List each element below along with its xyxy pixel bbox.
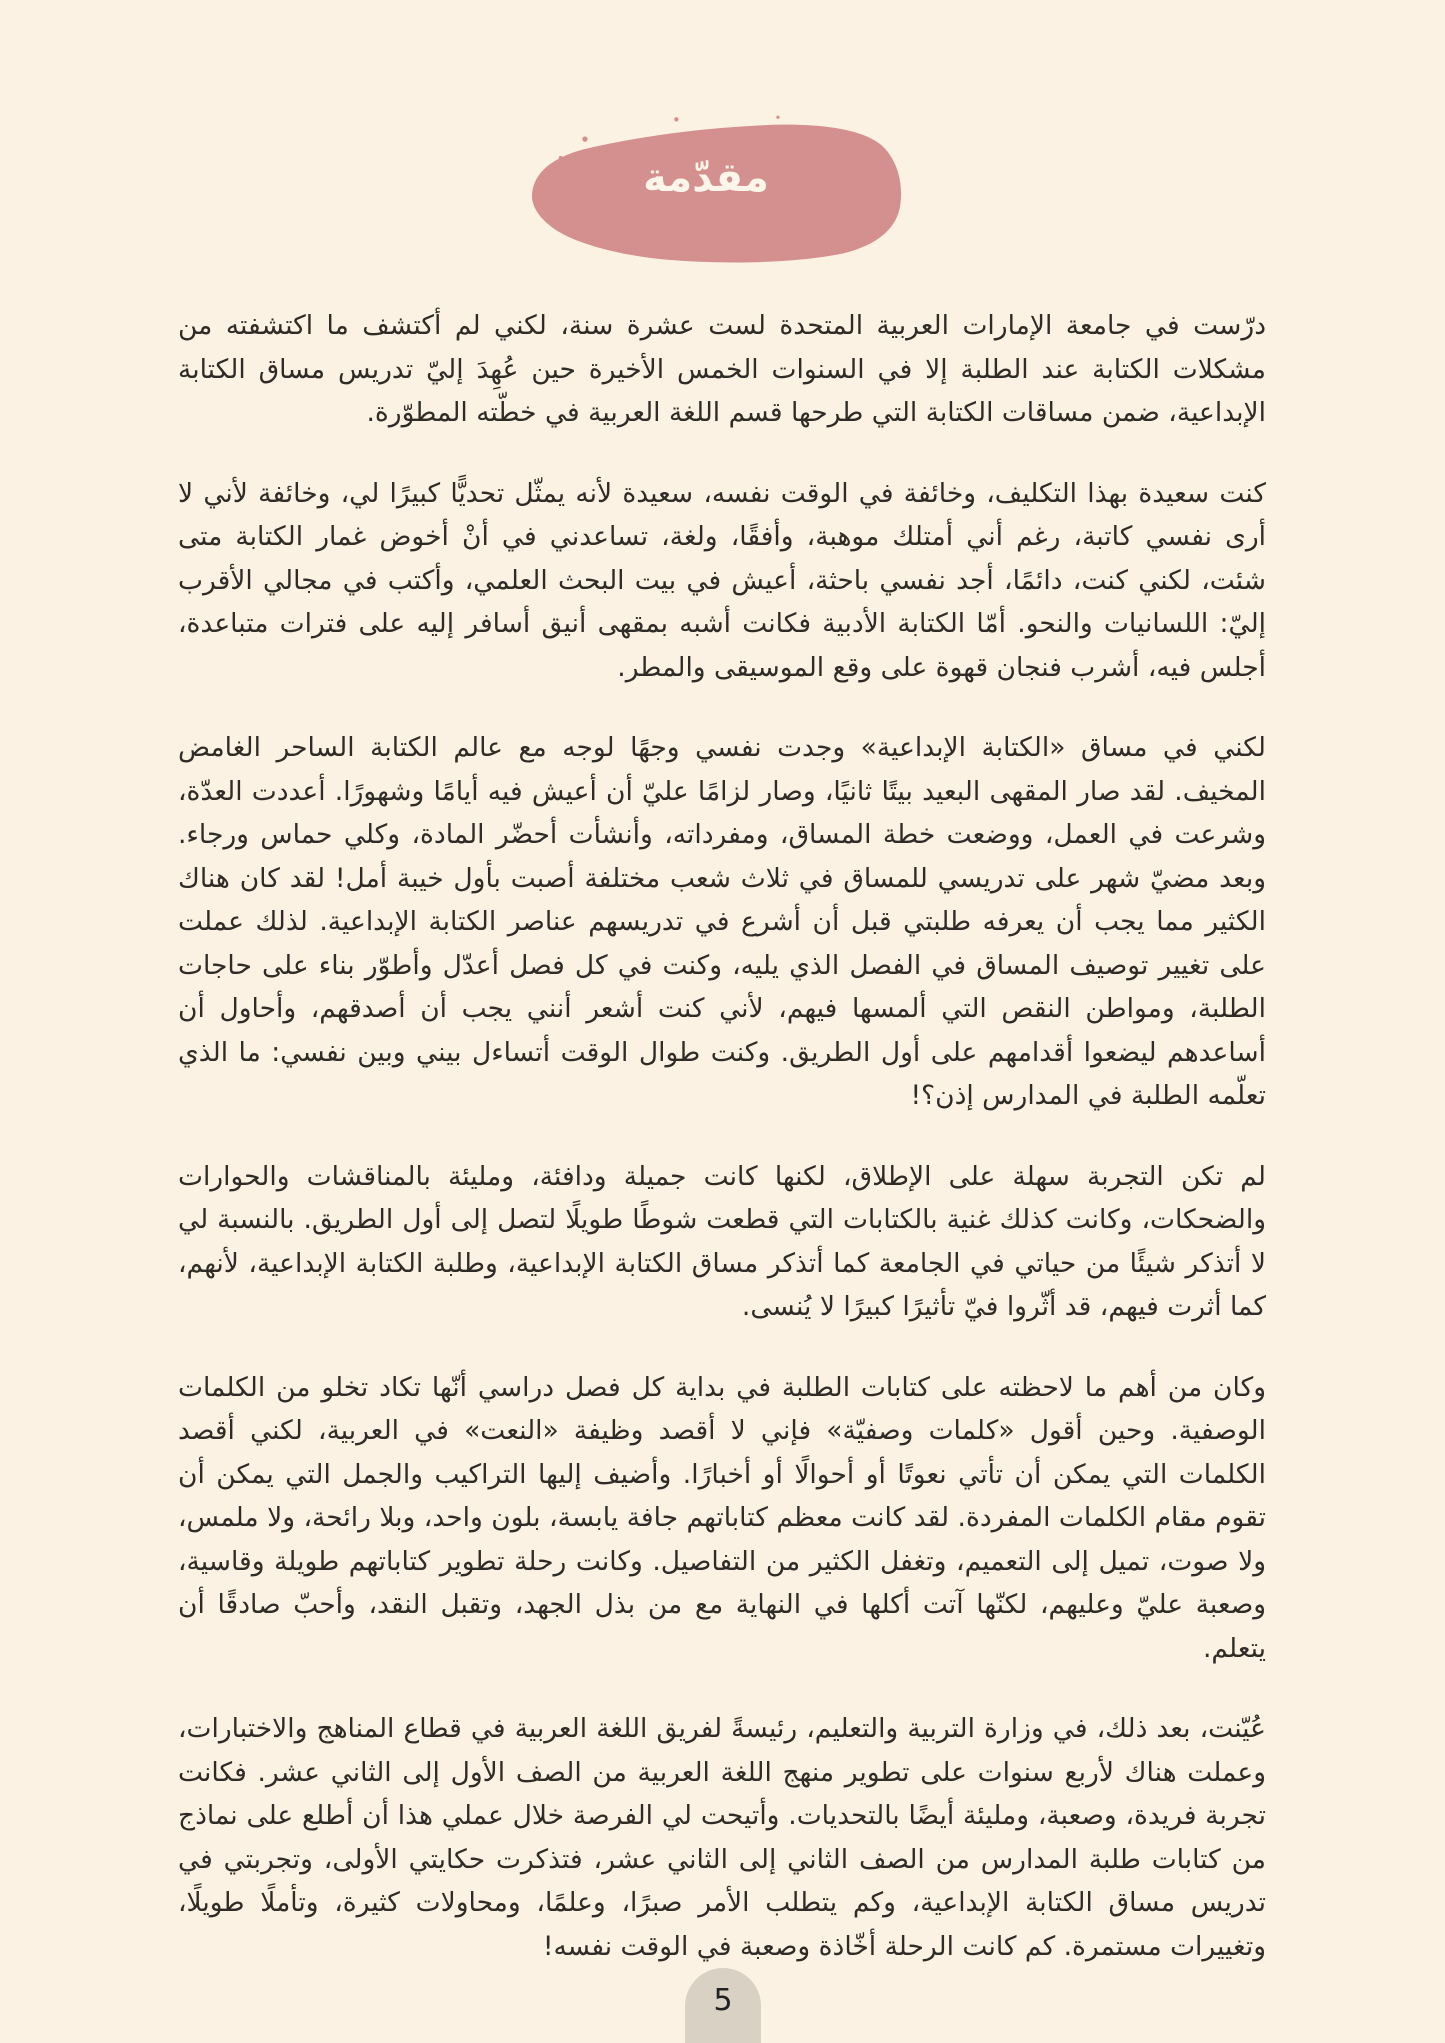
page-number-tab [685,1968,761,2043]
paragraph: وكان من أهم ما لاحظته على كتابات الطلبة في بداية كل فصل دراسي أنّها تكاد تخلو من الكلمات الوصفية. وحين أقول «كلمات وصفيّة» فإني لا أقصد وظيفة «النعت» في العربية، لكني أقصد الكلمات التي يمكن أن تأتي نعوتًا أو أحوالًا أو أخبارًا. وأضيف إليها التراكيب والجمل التي يمكن أن تقوم مقام الكلمات المفردة. لقد كانت معظم كتاباتهم جافة يابسة، بلون واحد، وبلا رائحة، ولا ملمس، ولا صوت، تميل إلى التعميم، وتغفل الكثير من التفاصيل. وكانت رحلة تطوير كتاباتهم طويلة وقاسية، وصعبة عليّ وعليهم، لكنّها آتت أكلها في النهاية مع من بذل الجهد، وتقبل النقد، وأحبّ صادقًا أن يتعلم. [178,1371,1266,1664]
chapter-title-area [524,112,910,268]
paragraph: كنت سعيدة بهذا التكليف، وخائفة في الوقت نفسه، سعيدة لأنه يمثّل تحديًّا كبيرًا لي، وخائفة لأني لا أرى نفسي كاتبة، رغم أني أمتلك موهبة، وأفقًا، ولغة، تساعدني في أنْ أخوض غمار الكتابة متى شئت، لكني كنت، دائمًا، أجد نفسي باحثة، أعيش في بيت البحث العلمي، وأكتب في مجالي الأقرب إليّ: اللسانيات والنحو. أمّا الكتابة الأدبية فكانت أشبه بمقهى أنيق أسافر إليه على فترات متباعدة، أجلس فيه، أشرب فنجان قهوة على وقع الموسيقى والمطر. [178,477,1266,683]
chapter-title: مقدّمة [643,155,769,201]
paragraph: لم تكن التجربة سهلة على الإطلاق، لكنها كانت جميلة ودافئة، ومليئة بالمناقشات والحوارات والضحكات، وكانت كذلك غنية بالكتابات التي قطعت شوطًا طويلًا لتصل إلى أول الطريق. بالنسبة لي لا أتذكر شيئًا من حياتي في الجامعة كما أتذكر مساق الكتابة الإبداعية، وطلبة الكتابة الإبداعية، لأنهم، كما أثرت فيهم، قد أثّروا فيّ تأثيرًا كبيرًا لا يُنسى. [178,1160,1266,1322]
paragraph: لكني في مساق «الكتابة الإبداعية» وجدت نفسي وجهًا لوجه مع عالم الكتابة الساحر الغامض المخيف. لقد صار المقهى البعيد بيتًا ثانيًا، وصار لزامًا عليّ أن أعيش فيه أيامًا وشهورًا. أعددت العدّة، وشرعت في العمل، ووضعت خطة المساق، ومفرداته، وأنشأت أحضّر المادة، وكلي حماس ورجاء. وبعد مضيّ شهر على تدريسي للمساق في ثلاث شعب مختلفة أصبت بأول خيبة أمل! لقد كان هناك الكثير مما يجب أن يعرفه طلبتي قبل أن أشرع في تدريسهم عناصر الكتابة الإبداعية. لذلك عملت على تغيير توصيف المساق في الفصل الذي يليه، وكنت في كل فصل أعدّل وأطوّر بناء على حاجات الطلبة، ومواطن النقص التي ألمسها فيهم، لأني كنت أشعر أنني يجب أن أصدقهم، وأحاول أن أساعدهم ليضعوا أقدامهم على أول الطريق. وكنت طوال الوقت أتساءل بيني وبين نفسي: ما الذي تعلّمه الطلبة في المدارس إذن؟! [178,732,1266,1111]
paragraph: عُيّنت، بعد ذلك، في وزارة التربية والتعليم، رئيسةً لفريق اللغة العربية في قطاع المناهج والاختبارات، وعملت هناك لأربع سنوات على تطوير منهج اللغة العربية من الصف الأول إلى الثاني عشر. فكانت تجربة فريدة، وصعبة، ومليئة أيضًا بالتحديات. وأتيحت لي الفرصة خلال عملي هذا أن أطلع على نماذج من كتابات طلبة المدارس من الصف الثاني إلى الثاني عشر، فتذكرت حكايتي الأولى، وتجربتي في تدريس مساق الكتابة الإبداعية، وكم يتطلب الأمر صبرًا، وعلمًا، ومحاولات كثيرة، وتأملًا طويلًا، وتغييرات مستمرة. كم كانت الرحلة أخّاذة وصعبة في الوقت نفسه! [178,1713,1266,1962]
paragraph: درّست في جامعة الإمارات العربية المتحدة لست عشرة سنة، لكني لم أكتشف ما اكتشفته من مشكلات الكتابة عند الطلبة إلا في السنوات الخمس الأخيرة حين عُهِدَ إليّ تدريس مساق الكتابة الإبداعية، ضمن مساقات الكتابة التي طرحها قسم اللغة العربية في خطّته المطوّرة. [178,310,1266,428]
page-number: 5 [713,1983,733,2018]
body-text-block [178,304,1266,1968]
